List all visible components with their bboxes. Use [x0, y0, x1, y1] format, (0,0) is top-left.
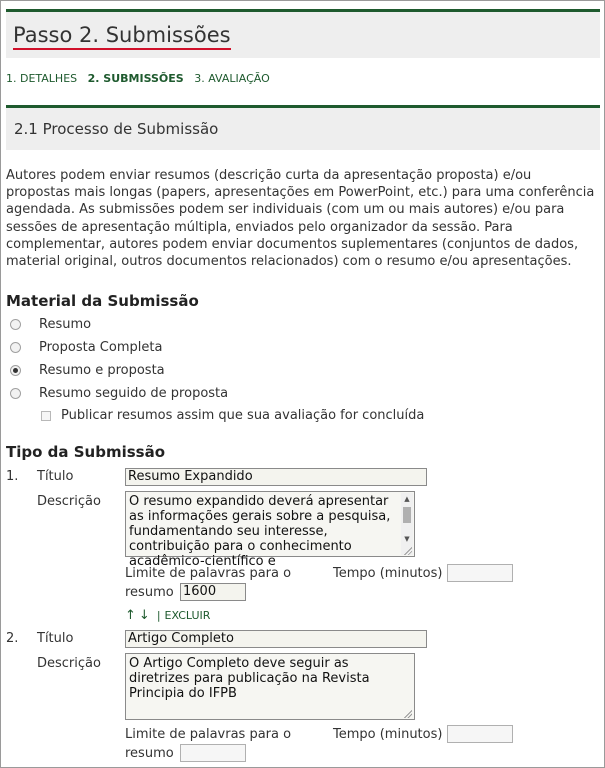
move-up-icon[interactable]: ↑ — [125, 608, 136, 623]
delete-link[interactable]: EXCLUIR — [164, 609, 211, 622]
section-header — [6, 105, 600, 150]
time-input[interactable] — [447, 725, 513, 743]
radio-option-proposta-completa[interactable] — [10, 340, 162, 355]
checkbox-label: Publicar resumos assim que sua avaliação for concluída — [61, 408, 425, 423]
radio-label: Resumo seguido de proposta — [39, 386, 229, 401]
step-link-details[interactable]: 1. DETALHES — [6, 72, 78, 85]
material-heading: Material da Submissão — [6, 292, 199, 310]
radio-label: Resumo — [39, 317, 92, 332]
resize-grip-icon[interactable] — [403, 546, 412, 555]
time-input[interactable] — [447, 564, 513, 582]
intro-text: Autores podem enviar resumos (descrição curta da apresentação proposta) e/ou propostas mais longas (papers, apresentações em PowerPoint, etc.) para uma conferência agendada. As submissões podem ser individuais (com um ou mais autores) e/ou para sessões de apresentação múltipla, enviados pelo organizador da sessão. Para complementar, autores podem enviar documentos suplementares (conjuntos de dados, material original, outros documentos relacionados) com o resumo e/ou apresentações. — [6, 168, 595, 270]
title-label: Título — [37, 631, 74, 646]
radio-option-resumo-seguido-de-proposta[interactable] — [10, 386, 228, 401]
step-link-evaluation[interactable]: 3. AVALIAÇÃO — [194, 72, 270, 85]
word-limit-input[interactable]: 1600 — [180, 583, 246, 601]
move-down-icon[interactable]: ↓ — [138, 608, 150, 623]
time-label: Tempo (minutos) — [333, 727, 443, 742]
item-number: 1. — [6, 469, 19, 484]
radio-label: Resumo e proposta — [39, 363, 165, 378]
section-title: 2.1 Processo de Submissão — [14, 120, 219, 138]
description-label: Descrição — [37, 494, 101, 509]
word-limit-input[interactable] — [180, 744, 246, 762]
radio-option-resumo[interactable] — [10, 317, 91, 332]
word-limit-label-2: resumo — [125, 585, 174, 600]
step-link-submissions[interactable]: 2. SUBMISSÕES — [87, 72, 184, 85]
publish-abstracts-option[interactable] — [41, 408, 424, 423]
radio-label: Proposta Completa — [39, 340, 163, 355]
publish-abstracts-checkbox[interactable] — [41, 411, 51, 421]
page-title: Passo 2. Submissões — [13, 23, 231, 50]
title-input[interactable]: Artigo Completo — [125, 630, 427, 648]
radio-button-selected[interactable] — [10, 365, 21, 376]
word-limit-label: Limite de palavras para o — [125, 566, 292, 581]
word-limit-label: Limite de palavras para o — [125, 727, 292, 742]
radio-option-resumo-e-proposta[interactable] — [10, 363, 165, 378]
description-textarea[interactable] — [125, 653, 415, 720]
radio-button[interactable] — [10, 319, 21, 330]
steps-nav — [6, 72, 277, 85]
word-limit-label-2: resumo — [125, 746, 174, 761]
title-label: Título — [37, 469, 74, 484]
description-textarea[interactable] — [125, 491, 415, 569]
item-actions — [125, 608, 210, 623]
step-header — [6, 9, 600, 58]
actions-separator: | — [156, 609, 161, 622]
radio-button[interactable] — [10, 388, 21, 399]
description-label: Descrição — [37, 656, 101, 671]
resize-grip-icon[interactable] — [403, 709, 412, 718]
description-text: O Artigo Completo deve seguir as diretrizes para publicação na Revista Principia do IFPB — [129, 656, 370, 701]
submission-type-heading: Tipo da Submissão — [6, 443, 165, 461]
time-label: Tempo (minutos) — [333, 566, 443, 581]
scroll-thumb[interactable] — [403, 507, 411, 523]
scroll-down-icon[interactable]: ▼ — [404, 535, 410, 543]
scroll-up-icon[interactable]: ▲ — [404, 495, 410, 503]
description-text: O resumo expandido deverá apresentar as informações gerais sobre a pesquisa, fundamentando seu interesse, contribuição para o conhecimento acadêmico-científico e — [129, 494, 391, 569]
radio-button[interactable] — [10, 342, 21, 353]
title-input[interactable]: Resumo Expandido — [125, 468, 427, 486]
item-number: 2. — [6, 631, 19, 646]
